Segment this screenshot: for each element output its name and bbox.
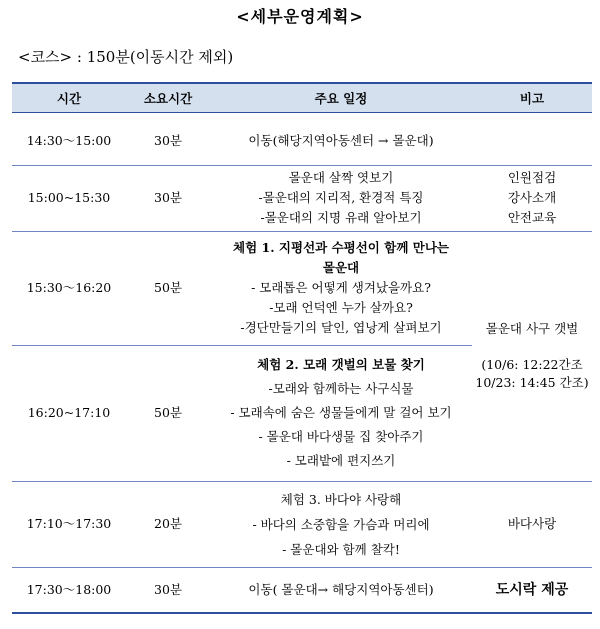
note-line: 몰운대 사구 갯벌 bbox=[485, 321, 579, 336]
note-line: 안전교육 bbox=[507, 210, 557, 225]
table-row bbox=[12, 567, 592, 613]
table-row bbox=[12, 117, 592, 165]
schedule-cell bbox=[210, 117, 472, 165]
table-row bbox=[12, 231, 592, 345]
document-title: <세부운영계획> bbox=[236, 7, 364, 26]
time-cell: 14:30～15:00 bbox=[12, 117, 126, 165]
activity-title: 몰운대 bbox=[322, 260, 360, 275]
schedule-cell bbox=[210, 345, 472, 481]
time-cell: 17:10～17:30 bbox=[12, 481, 126, 567]
schedule-line: -경단만들기의 달인, 엽낭게 살펴보기 bbox=[240, 320, 442, 335]
duration-cell: 20분 bbox=[126, 481, 210, 567]
duration-cell: 30분 bbox=[126, 117, 210, 165]
time-cell: 15:00~15:30 bbox=[12, 165, 126, 231]
note-cell: 도시락 제공 bbox=[472, 567, 592, 613]
time-cell: 17:30～18:00 bbox=[12, 567, 126, 613]
schedule-line: -모래 언덕엔 누가 살까요? bbox=[269, 300, 413, 315]
header-note: 비고 bbox=[472, 83, 592, 113]
time-cell: 16:20~17:10 bbox=[12, 345, 126, 481]
schedule-table bbox=[12, 82, 592, 614]
note-line: 강사소개 bbox=[507, 190, 557, 205]
header-duration: 소요시간 bbox=[126, 83, 210, 113]
note-line: 인원점검 bbox=[507, 170, 557, 185]
note-line: (10/6: 12:22간조 bbox=[481, 357, 583, 372]
schedule-line: - 몰운대 바다생물 집 찾아주기 bbox=[258, 429, 424, 444]
schedule-line: 이동( 몰운대→ 해당지역아동센터) bbox=[248, 581, 434, 597]
duration-cell: 30분 bbox=[126, 165, 210, 231]
schedule-cell bbox=[210, 481, 472, 567]
time-cell: 15:30～16:20 bbox=[12, 231, 126, 345]
table-row bbox=[12, 165, 592, 231]
schedule-line: 몰운대 살짝 엿보기 bbox=[288, 170, 394, 185]
activity-title: 체험 1. 지평선과 수평선이 함께 만나는 bbox=[233, 240, 449, 255]
note-cell bbox=[472, 165, 592, 231]
schedule-cell bbox=[210, 165, 472, 231]
note-cell: 바다사랑 bbox=[472, 481, 592, 567]
schedule-line: 이동(해당지역아동센터 → 몰운대) bbox=[248, 132, 434, 148]
schedule-line: - 몰운대와 함께 찰칵! bbox=[282, 541, 400, 557]
schedule-line: -몰운대의 지리적, 환경적 특징 bbox=[258, 190, 424, 205]
table-row bbox=[12, 481, 592, 567]
header-time: 시간 bbox=[12, 83, 126, 113]
header-row bbox=[12, 83, 592, 113]
note-line: 10/23: 14:45 간조) bbox=[475, 375, 589, 390]
activity-title: 체험 2. 모래 갯벌의 보물 찾기 bbox=[257, 357, 425, 372]
note-cell bbox=[472, 117, 592, 165]
duration-cell: 50분 bbox=[126, 345, 210, 481]
schedule-line: -모래와 함께하는 사구식물 bbox=[268, 381, 414, 396]
schedule-line: - 모래밭에 편지쓰기 bbox=[286, 453, 396, 468]
duration-cell: 50분 bbox=[126, 231, 210, 345]
schedule-cell bbox=[210, 231, 472, 345]
activity-title: 체험 3. 바다야 사랑해 bbox=[280, 491, 402, 507]
schedule-line: - 모래속에 숨은 생물들에게 말 걸어 보기 bbox=[230, 405, 452, 420]
schedule-line: - 모래톱은 어떻게 생겨났을까요? bbox=[251, 280, 431, 295]
course-summary: <코스> : 150분(이동시간 제외) bbox=[18, 48, 234, 66]
header-schedule: 주요 일정 bbox=[210, 83, 472, 113]
schedule-cell bbox=[210, 567, 472, 613]
schedule-line: -몰운대의 지명 유래 알아보기 bbox=[260, 210, 422, 225]
note-cell bbox=[472, 231, 592, 481]
duration-cell: 30분 bbox=[126, 567, 210, 613]
schedule-line: - 바다의 소중함을 가슴과 머리에 bbox=[252, 516, 430, 532]
